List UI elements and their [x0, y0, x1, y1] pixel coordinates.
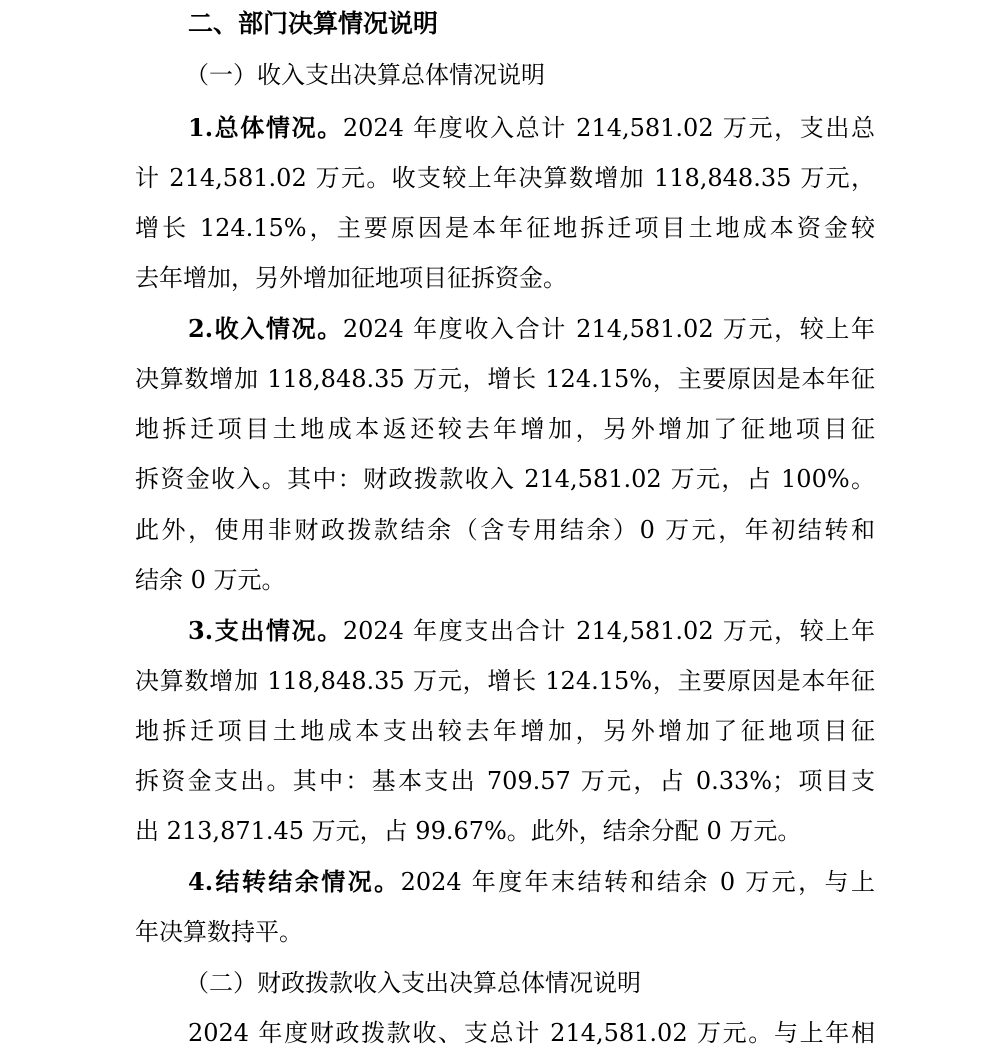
- paragraph-carryover-text: 2024 年度年末结转和结余 0 万元，与上: [400, 868, 875, 896]
- paragraph-overall-label: 1.总体情况。: [188, 113, 343, 142]
- section-heading: 二、部门决算情况说明: [188, 9, 439, 38]
- paragraph-income-label: 2.收入情况。: [188, 314, 343, 343]
- paragraph-carryover-line-2: 年决算数持平。: [135, 918, 303, 946]
- paragraph-expenditure-text: 2024 年度支出合计 214,581.02 万元，较上年: [342, 617, 875, 645]
- paragraph-overall-line-4: 去年增加，另外增加征地项目征拆资金。: [135, 264, 567, 292]
- paragraph-income-line-5: 此外，使用非财政拨款结余（含专用结余）0 万元，年初结转和: [135, 516, 875, 544]
- paragraph-carryover-line-1: [188, 867, 875, 897]
- paragraph-income-line-4: 拆资金收入。其中：财政拨款收入 214,581.02 万元，占 100%。: [135, 465, 875, 493]
- paragraph-income-line-2: 决算数增加 118,848.35 万元，增长 124.15%，主要原因是本年征: [135, 365, 875, 393]
- paragraph-expenditure-line-2: 决算数增加 118,848.35 万元，增长 124.15%，主要原因是本年征: [135, 667, 875, 695]
- subsection-1-title: （一）收入支出决算总体情况说明: [185, 61, 545, 89]
- paragraph-expenditure-line-3: 地拆迁项目土地成本支出较去年增加，另外增加了征地项目征: [135, 717, 875, 745]
- subsection-2-title: （二）财政拨款收入支出决算总体情况说明: [185, 969, 641, 997]
- paragraph-overall-text: 2024 年度收入总计 214,581.02 万元，支出总: [342, 114, 875, 142]
- paragraph-income-line-6: 结余 0 万元。: [135, 566, 286, 594]
- paragraph-overall-line-1: [188, 113, 875, 143]
- paragraph-expenditure-line-4: 拆资金支出。其中：基本支出 709.57 万元，占 0.33%；项目支: [135, 767, 875, 795]
- paragraph-fiscal-line-1: 2024 年度财政拨款收、支总计 214,581.02 万元。与上年相: [188, 1019, 875, 1047]
- paragraph-income-line-1: [188, 314, 875, 344]
- paragraph-overall-line-2: 计 214,581.02 万元。收支较上年决算数增加 118,848.35 万元，: [135, 164, 875, 192]
- paragraph-carryover-label: 4.结转结余情况。: [188, 867, 401, 896]
- paragraph-overall-line-3: 增长 124.15%，主要原因是本年征地拆迁项目土地成本资金较: [135, 214, 875, 242]
- paragraph-income-text: 2024 年度收入合计 214,581.02 万元，较上年: [342, 315, 875, 343]
- paragraph-income-line-3: 地拆迁项目土地成本返还较去年增加，另外增加了征地项目征: [135, 415, 875, 443]
- paragraph-expenditure-label: 3.支出情况。: [188, 616, 343, 645]
- paragraph-expenditure-line-5: 出 213,871.45 万元，占 99.67%。此外，结余分配 0 万元。: [135, 817, 802, 845]
- paragraph-expenditure-line-1: [188, 616, 875, 646]
